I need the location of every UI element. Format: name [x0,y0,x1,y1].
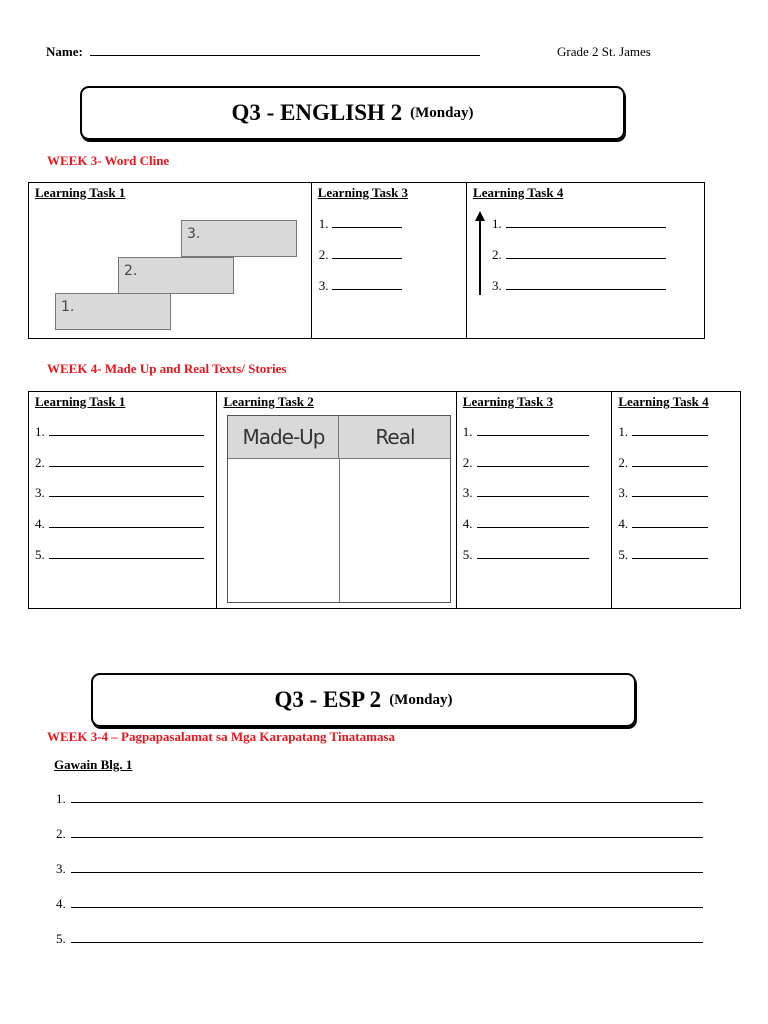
w4t4-item-3 [618,485,708,501]
answer-blank[interactable] [71,861,703,873]
week3-task3-cell [311,183,466,339]
w3t3-item-2 [319,247,403,263]
item-number: 1. [35,424,45,439]
answer-blank[interactable] [477,547,589,559]
item-number: 5. [462,547,473,562]
week4-table [28,391,741,609]
w4t3-item-3 [463,485,589,501]
name-row [46,44,480,60]
answer-blank[interactable] [71,896,703,908]
up-arrow-icon [474,211,486,297]
esp-item-4 [56,896,703,912]
week4-task2-cell [217,392,456,609]
answer-blank[interactable] [632,424,708,436]
week4-task4-label: Learning Task 4 [618,394,709,409]
item-number: 3. [318,278,329,293]
english-title-box [80,86,625,140]
item-number: 2. [462,455,473,470]
week3-task1-label: Learning Task 1 [35,185,126,200]
item-number: 2. [318,247,329,262]
w4t3-item-1 [463,424,589,440]
answer-blank[interactable] [632,455,708,467]
answer-blank[interactable] [506,278,666,290]
week3-task3-label: Learning Task 3 [317,185,409,200]
w4t4-item-2 [618,455,708,471]
answer-blank[interactable] [332,247,402,259]
item-number: 2. [56,826,66,841]
made-up-column[interactable] [228,459,340,602]
w4t3-item-5 [463,547,589,563]
english-day: (Monday) [410,104,474,121]
week4-task3-label: Learning Task 3 [462,394,554,409]
week4-heading: WEEK 4- Made Up and Real Texts/ Stories [47,361,287,376]
esp-heading: WEEK 3-4 – Pagpapasalamat sa Mga Karapatang Tinatamasa [47,729,396,744]
w4t1-item-4 [35,516,204,532]
answer-blank[interactable] [506,247,666,259]
answer-blank[interactable] [477,516,589,528]
esp-item-1 [56,791,703,807]
w3t3-item-1 [319,216,403,232]
english-title: Q3 - ENGLISH 2 [231,100,403,125]
name-label: Name: [46,44,83,59]
item-number: 4. [462,516,473,531]
answer-blank[interactable] [632,485,708,497]
item-number: 3. [462,485,473,500]
w4t3-item-2 [463,455,589,471]
week4-task1-cell [29,392,217,609]
item-number: 4. [618,516,629,531]
w3t3-item-3 [319,278,403,294]
answer-blank[interactable] [332,216,402,228]
w4t1-item-5 [35,547,204,563]
answer-blank[interactable] [71,826,703,838]
week4-task4-cell [612,392,741,609]
item-number: 2. [35,455,45,470]
w4t1-item-1 [35,424,204,440]
item-number: 5. [618,547,629,562]
item-number: 1. [462,424,473,439]
item-number: 3. [492,278,502,293]
answer-blank[interactable] [49,485,204,497]
item-number: 5. [56,931,66,946]
item-number: 3. [56,861,66,876]
answer-blank[interactable] [632,547,708,559]
made-up-real-chart [227,415,451,603]
real-column[interactable] [340,459,450,602]
answer-blank[interactable] [477,485,589,497]
w4t4-item-1 [618,424,708,440]
item-number: 2. [618,455,629,470]
week4-task1-label: Learning Task 1 [35,394,126,409]
gawain-label: Gawain Blg. 1 [54,757,133,772]
week3-table [28,182,705,339]
esp-title: Q3 - ESP 2 [274,687,382,712]
item-number: 1. [56,791,66,806]
made-up-header: Made-Up [228,416,339,459]
w4t1-item-2 [35,455,204,471]
week4-task3-cell [456,392,612,609]
item-number: 4. [35,516,45,531]
cline-step-3: 3. [181,220,297,257]
w4t4-item-4 [618,516,708,532]
item-number: 1. [318,216,329,231]
answer-blank[interactable] [506,216,666,228]
cline-step-2: 2. [118,257,234,294]
answer-blank[interactable] [477,424,589,436]
item-number: 4. [56,896,66,911]
answer-blank[interactable] [49,455,204,467]
answer-blank[interactable] [49,516,204,528]
week3-heading: WEEK 3- Word Cline [47,153,170,168]
w4t4-item-5 [618,547,708,563]
grade-label: Grade 2 St. James [557,44,651,59]
answer-blank[interactable] [71,931,703,943]
week3-task4-label: Learning Task 4 [473,185,564,200]
w3t4-item-1 [492,216,666,232]
answer-blank[interactable] [71,791,703,803]
esp-day: (Monday) [389,691,453,708]
name-field[interactable] [90,44,480,56]
real-header: Real [339,416,450,459]
week4-task2-label: Learning Task 2 [223,394,314,409]
esp-title-box [91,673,636,727]
item-number: 1. [618,424,629,439]
esp-item-3 [56,861,703,877]
item-number: 2. [492,247,502,262]
w4t1-item-3 [35,485,204,501]
esp-item-2 [56,826,703,842]
w3t4-item-3 [492,278,666,294]
answer-blank[interactable] [332,278,402,290]
w4t3-item-4 [463,516,589,532]
answer-blank[interactable] [632,516,708,528]
week3-task4-cell [467,183,705,339]
item-number: 3. [35,485,45,500]
cline-step-1: 1. [55,293,171,330]
item-number: 5. [35,547,45,562]
item-number: 3. [618,485,629,500]
esp-item-5 [56,931,703,947]
answer-blank[interactable] [49,547,204,559]
w3t4-item-2 [492,247,666,263]
item-number: 1. [492,216,502,231]
week3-task1-cell [29,183,312,339]
answer-blank[interactable] [477,455,589,467]
answer-blank[interactable] [49,424,204,436]
